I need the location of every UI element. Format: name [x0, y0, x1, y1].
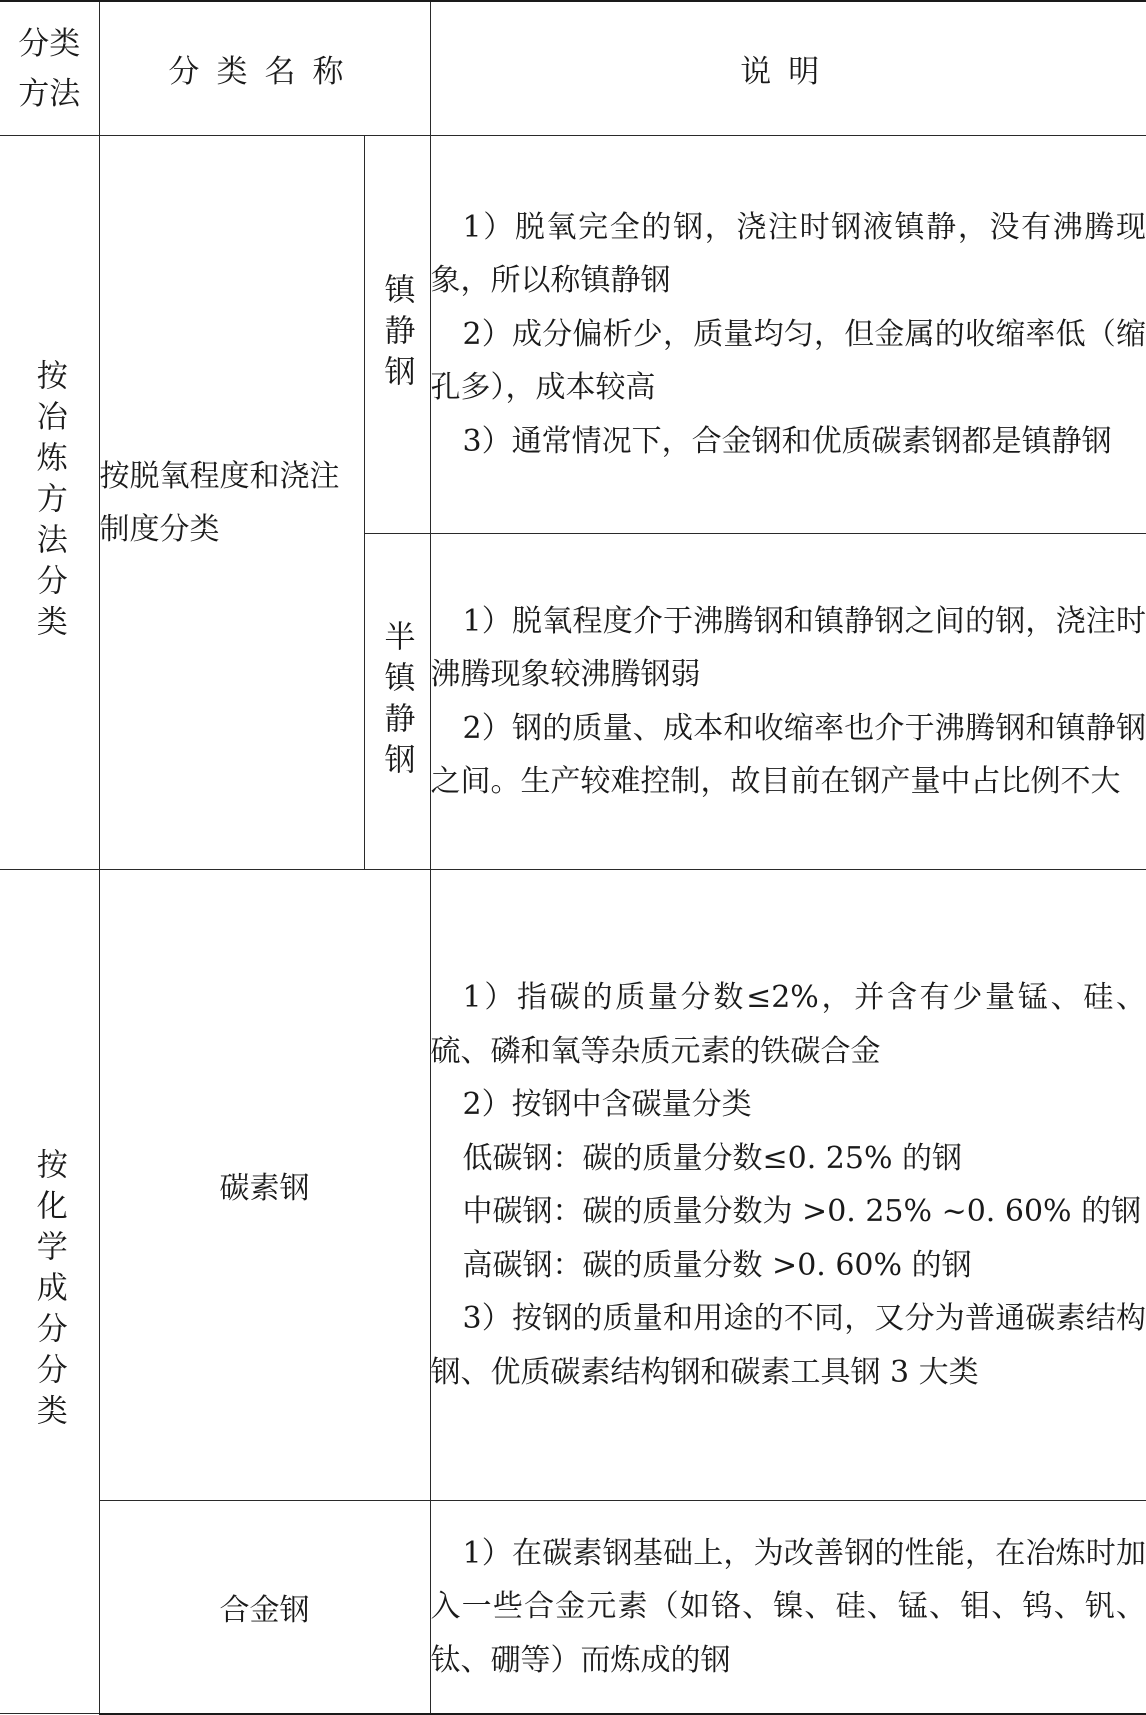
description-line: 中碳钢：碳的质量分数为 >0. 25% ~0. 60% 的钢: [462, 1194, 1142, 1230]
category-name-label: 合金钢: [219, 1592, 310, 1628]
description-line: 1）脱氧完全的钢，浇注时钢液镇静，没有沸腾现象，所以称镇静钢: [430, 209, 1146, 299]
description-cell: [430, 1501, 1146, 1714]
description-cell: [430, 136, 1146, 534]
subtype-cell: [364, 136, 430, 534]
category-name-label: 碳素钢: [219, 1171, 310, 1207]
table-row: [0, 136, 1146, 534]
description-line: 低碳钢：碳的质量分数≤0. 25% 的钢: [462, 1140, 963, 1176]
description-cell: [430, 870, 1146, 1501]
table-row: [0, 1501, 1146, 1714]
subtype-label: 镇静钢: [378, 273, 415, 396]
group-method-cell: [0, 136, 99, 870]
description-line: 1）脱氧程度介于沸腾钢和镇静钢之间的钢，浇注时沸腾现象较沸腾钢弱: [430, 603, 1146, 692]
category-name-cell: [99, 1501, 430, 1714]
table-header-row: [0, 1, 1146, 136]
subtype-cell: [364, 534, 430, 870]
description-line: 1）在碳素钢基础上，为改善钢的性能，在冶炼时加入一些合金元素（如铬、镍、硅、锰、钼、钨、钒、钛、硼等）而炼成的钢: [430, 1535, 1146, 1678]
description-line: 2）成分偏析少，质量均匀，但金属的收缩率低（缩孔多），成本较高: [430, 316, 1146, 406]
category-name-cell: [99, 870, 430, 1501]
description-line: 3）通常情况下，合金钢和优质碳素钢都是镇静钢: [462, 423, 1112, 459]
table-row: [0, 870, 1146, 1501]
header-method-label: 分类方法: [18, 25, 81, 112]
category-name-label: 按脱氧程度和浇注制度分类: [99, 458, 340, 547]
header-description-label: 说明: [740, 54, 837, 90]
group-method-label: 按化学成分分类: [30, 1148, 67, 1435]
description-cell: [430, 534, 1146, 870]
description-line: 2）钢的质量、成本和收缩率也介于沸腾钢和镇静钢之间。生产较难控制，故目前在钢产量中占比例不大: [430, 710, 1146, 799]
category-name-cell: [99, 136, 364, 870]
description-line: 1）指碳的质量分数≤2%，并含有少量锰、硅、硫、磷和氧等杂质元素的铁碳合金: [430, 980, 1146, 1069]
description-line: 2）按钢中含碳量分类: [462, 1087, 752, 1123]
subtype-label: 半镇静钢: [378, 619, 415, 784]
header-method: [0, 1, 99, 136]
header-name: [99, 1, 430, 136]
header-description: [430, 1, 1146, 136]
description-line: 3）按钢的质量和用途的不同，又分为普通碳素结构钢、优质碳素结构钢和碳素工具钢 3 大类: [430, 1301, 1146, 1390]
group-method-cell: [0, 870, 99, 1714]
group-method-label: 按冶炼方法分类: [30, 359, 67, 646]
description-line: 高碳钢：碳的质量分数 >0. 60% 的钢: [462, 1247, 972, 1283]
header-name-label: 分类名称: [168, 54, 361, 90]
